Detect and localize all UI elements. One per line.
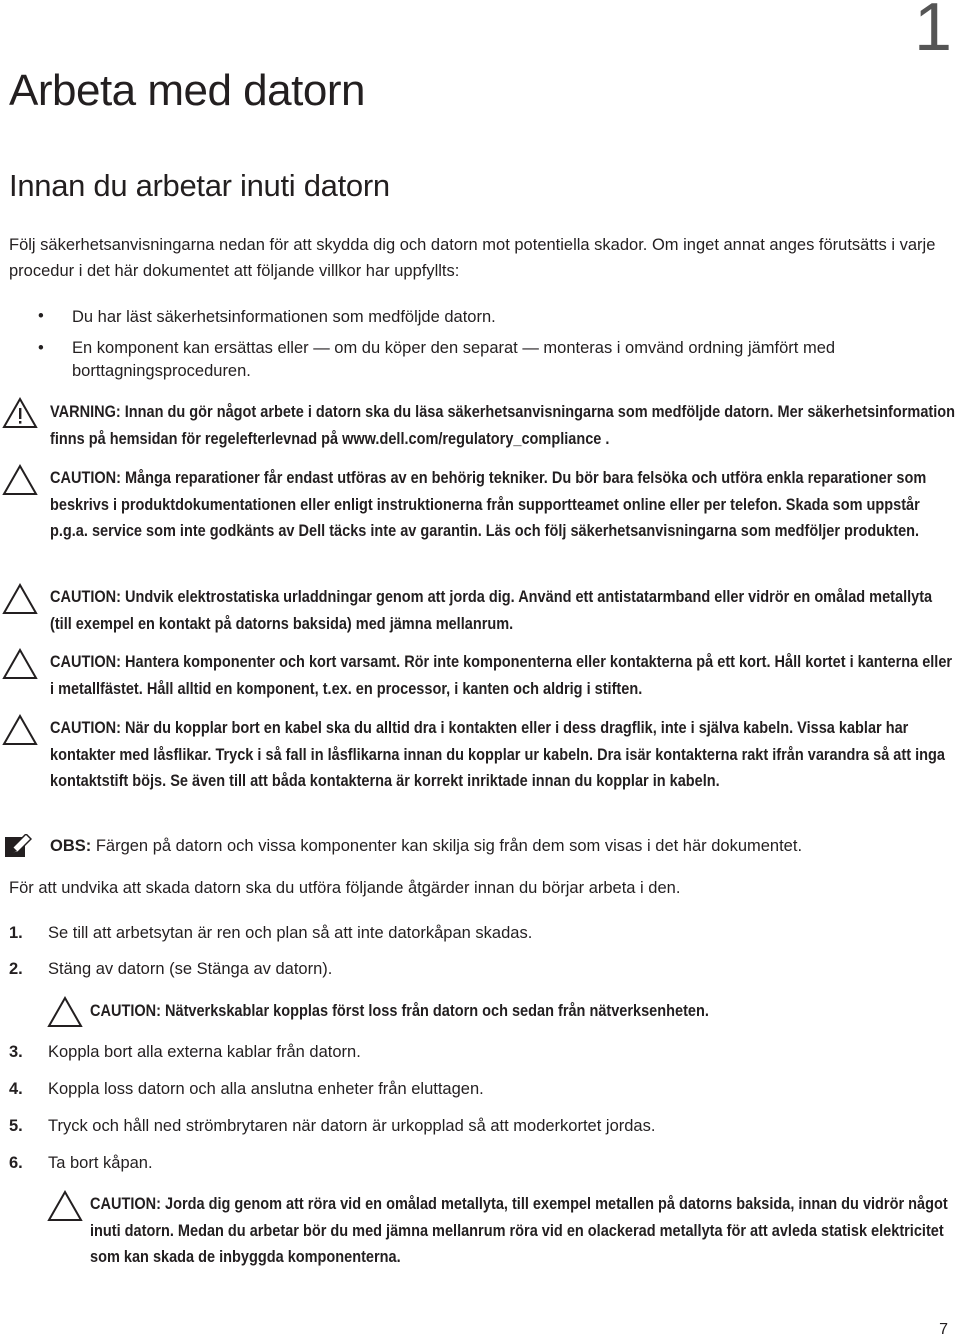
caution-triangle-icon xyxy=(2,648,38,680)
obs-text: Färgen på datorn och vissa komponenter kan skilja sig från dem som visas i det här dokumentet. xyxy=(91,837,803,855)
caution-triangle-icon xyxy=(47,1190,83,1222)
step-text: Stäng av datorn (se Stänga av datorn). xyxy=(48,960,333,978)
section-title: Innan du arbetar inuti datorn xyxy=(9,168,390,203)
bullet-dot: • xyxy=(38,307,44,325)
caution-triangle-icon xyxy=(2,464,38,496)
bullet-dot: • xyxy=(38,339,44,357)
caution-triangle-icon xyxy=(47,996,83,1028)
step-number: 6. xyxy=(9,1154,23,1172)
caution-notice: CAUTION: Många reparationer får endast utföras av en behörig tekniker. Du bör bara felsöka och utföra enkla reparationer som beskrivs i produktdokumentationen eller enligt instruktionerna från supportteamet online eller per telefon. Skada som uppstår p.g.a. service som inte godkänts av Dell täcks inte av garantin. Läs och följ säkerhetsanvisningarna som medföljer produkten. xyxy=(50,469,927,540)
obs-note xyxy=(50,833,950,859)
intro-paragraph: Följ säkerhetsanvisningarna nedan för att skydda dig och datorn mot potentiella skador. Om inget annat anges förutsätts i varje procedur i det här dokumentet att följande villkor har uppfyllts: xyxy=(9,236,936,280)
bullet-item: En komponent kan ersättas eller — om du köper den separat — monteras i omvänd ordning jämfört med borttagningsproceduren. xyxy=(72,339,836,380)
page-number: 7 xyxy=(939,1321,948,1338)
bullet-item: Du har läst säkerhetsinformationen som medföljde datorn. xyxy=(72,308,496,326)
before-steps-text: För att undvika att skada datorn ska du utföra följande åtgärder innan du börjar arbeta i den. xyxy=(9,879,681,897)
warning-triangle-icon xyxy=(2,397,38,429)
step-text: Tryck och håll ned strömbrytaren när datorn är urkopplad så att moderkortet jordas. xyxy=(48,1117,656,1135)
step-text: Ta bort kåpan. xyxy=(48,1154,153,1172)
step-number: 3. xyxy=(9,1043,23,1061)
step-number: 4. xyxy=(9,1080,23,1098)
caution-notice: CAUTION: Jorda dig genom att röra vid en omålad metallyta, till exempel metallen på datorns baksida, innan du vidrör något inuti datorn. Medan du arbetar bör du med jämna mellanrum röra vid en olackerad metallyta för att avleda statisk elektricitet som kan skada de inbyggda komponenterna. xyxy=(90,1195,948,1266)
step-text: Se till att arbetsytan är ren och plan så att inte datorkåpan skadas. xyxy=(48,924,533,942)
step-number: 1. xyxy=(9,924,23,942)
step-number: 2. xyxy=(9,960,23,978)
step-number: 5. xyxy=(9,1117,23,1135)
obs-label: OBS: xyxy=(50,837,92,855)
chapter-number: 1 xyxy=(914,0,952,65)
step-text: Koppla bort alla externa kablar från datorn. xyxy=(48,1043,361,1061)
caution-triangle-icon xyxy=(2,583,38,615)
page-title: Arbeta med datorn xyxy=(9,66,365,115)
caution-notice: CAUTION: Undvik elektrostatiska urladdningar genom att jorda dig. Använd ett antistatarmband eller vidrör en omålad metallyta (till exempel en kontakt på datorns baksida) med jämna mellanrum. xyxy=(50,588,933,633)
warning-notice: VARNING: Innan du gör något arbete i datorn ska du läsa säkerhetsanvisningarna som medföljde datorn. Mer säkerhetsinformation finns på hemsidan för regelefterlevnad på www.dell.com/regulatory_compliance . xyxy=(50,403,955,448)
caution-triangle-icon xyxy=(2,714,38,746)
caution-notice: CAUTION: När du kopplar bort en kabel ska du alltid dra i kontakten eller i dess dragflik, inte i själva kabeln. Vissa kablar har kontakter med låsflikar. Tryck i så fall in låsflikarna innan du kopplar ur kabeln. Dra isär kontakterna rakt ifrån varandra så att inga kontaktstift böjs. Se även till att båda kontakterna är korrekt inriktade innan du kopplar in kabeln. xyxy=(50,719,945,790)
caution-notice: CAUTION: Hantera komponenter och kort varsamt. Rör inte komponenterna eller kontakterna på ett kort. Håll kortet i kanterna eller i metallfästet. Håll alltid en komponent, t.ex. en processor, i kanten och aldrig i stiften. xyxy=(50,653,953,698)
pencil-note-icon xyxy=(4,834,32,860)
caution-notice: CAUTION: Nätverkskablar kopplas först loss från datorn och sedan från nätverksenheten. xyxy=(90,1002,709,1020)
step-text: Koppla loss datorn och alla anslutna enheter från eluttagen. xyxy=(48,1080,484,1098)
